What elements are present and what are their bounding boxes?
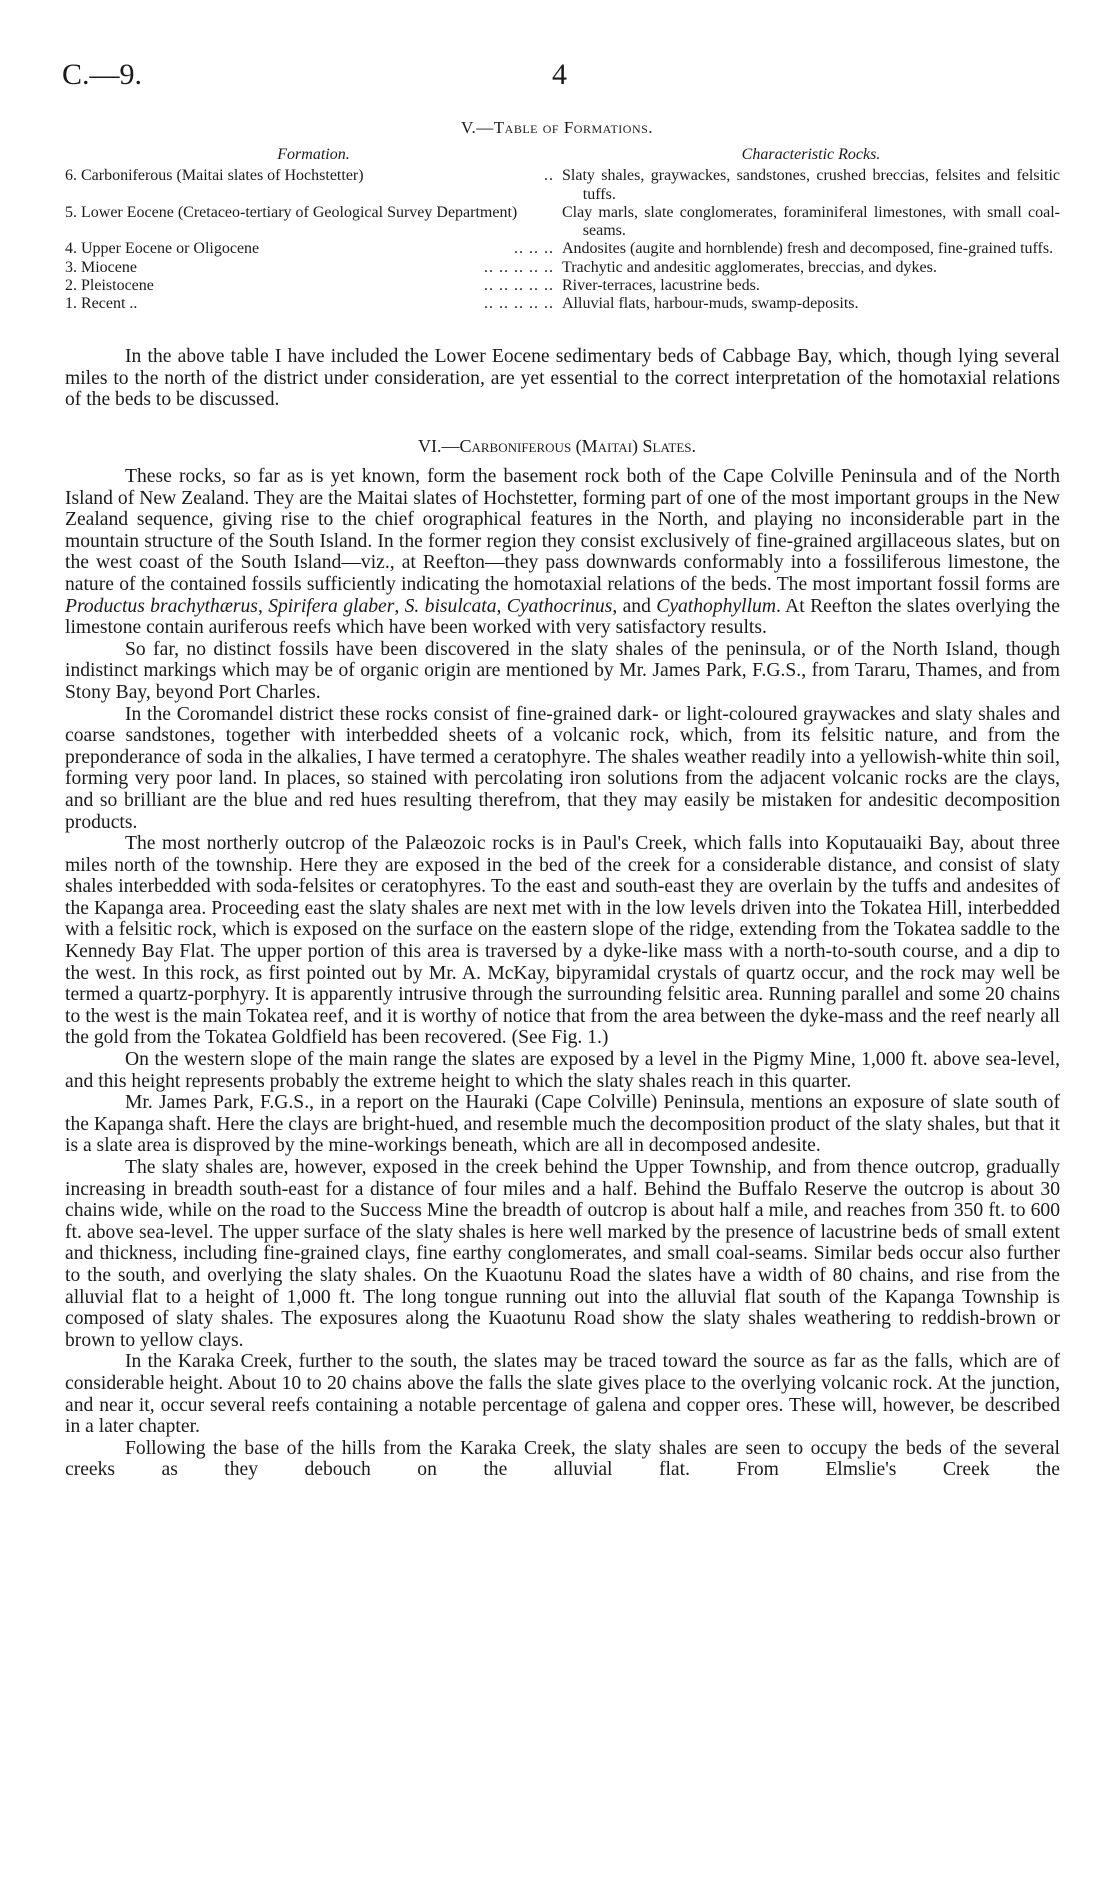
rocks-cell: Andosites (augite and hornblende) fresh and decomposed, fine-grained tuffs. <box>562 240 1054 258</box>
paragraph: Following the base of the hills from the Karaka Creek, the slaty shales are seen to occupy the beds of the several creeks as they debouch on the alluvial flat. From Elmslie's Creek the <box>65 1437 1060 1481</box>
species-name: S. bisulcata <box>404 595 497 617</box>
leader-dots: .. <box>544 167 554 185</box>
section-title <box>0 436 1114 457</box>
paragraph <box>65 466 1060 639</box>
text-run: , <box>257 595 269 617</box>
table-row <box>65 240 1060 258</box>
section-title-text: Carboniferous (Maitai) Slates. <box>459 436 697 456</box>
paragraph: The most northerly outcrop of the Palæozoic rocks is in Paul's Creek, which falls into Koputauaiki Bay, about three miles north of the township. Here they are exposed in the bed of the creek for a considerable distance, and consist of slaty shales interbedded with soda-felsites or ceratophyres. To the east and south-east they are overlain by the tuffs and andesites of the Kapanga area. Proceeding east the slaty shales are next met with in the low levels driven into the Tokatea Hill, interbedded with a felsitic rock, which is exposed on the surface on the eastern slope of the ridge, extending from the Tokatea saddle to the Kennedy Bay Flat. The upper portion of this area is traversed by a dyke-like mass with a north-to-south course, and a dip to the west. In this rock, as first pointed out by Mr. A. McKay, bipyramidal crystals of quartz occur, and the rock may well be termed a quartz-porphyry. It is apparently intrusive through the surrounding felsitic area. Running parallel and some 20 chains to the west is the main Tokatea reef, and it is worthy of notice that from the area between the dyke-mass and the reef nearly all the gold from the Tokatea Goldfield has been recovered. (See Fig. 1.) <box>65 833 1060 1049</box>
report-code: C.—9. <box>62 58 143 91</box>
leader-dots: .. .. .. .. .. <box>484 277 554 295</box>
paragraph: Mr. James Park, F.G.S., in a report on the Hauraki (Cape Colville) Peninsula, mentions an exposure of slate south of the Kapanga shaft. Here the clays are bright-hued, and resemble much the decomposition product of the slaty shales, but that it is a slate area is disproved by the mine-workings beneath, which are all in decomposed andesite. <box>65 1092 1060 1157</box>
species-name: Spirifera glaber <box>268 595 395 617</box>
text-run: , and <box>612 595 657 617</box>
rocks-cell: River-terraces, lacustrine beds. <box>562 277 760 295</box>
table-title-text: Table of Formations. <box>493 118 654 137</box>
species-name: Cyathocrinus <box>506 595 613 617</box>
table-title <box>0 118 1114 138</box>
leader-dots: .. .. .. .. .. <box>484 258 554 276</box>
formation-cell: 1. Recent .. <box>65 295 138 313</box>
species-name: Productus brachythærus <box>65 595 258 617</box>
formations-table <box>65 146 1060 314</box>
table-row <box>65 295 1060 313</box>
rocks-cell: Trachytic and andesitic agglomerates, breccias, and dykes. <box>562 258 937 276</box>
table-row <box>65 277 1060 295</box>
formation-cell: 4. Upper Eocene or Oligocene <box>65 240 260 258</box>
species-name: Cyathophyllum <box>656 595 776 617</box>
page-number: 4 <box>552 58 567 91</box>
rocks-cell: Alluvial flats, harbour-muds, swamp-deposits. <box>562 295 859 313</box>
formation-cell: 5. Lower Eocene (Cretaceo-tertiary of Geological Survey Department) <box>65 203 518 221</box>
rocks-cell: Clay marls, slate conglomerates, foraminiferal limestones, with small coal-seams. <box>562 203 1060 240</box>
leader-dots <box>517 204 562 241</box>
section-number: VI.— <box>417 436 460 456</box>
leader-dots: .. .. .. <box>514 240 554 258</box>
table-row <box>65 167 1060 204</box>
rocks-cell: Slaty shales, graywackes, sandstones, crushed breccias, felsites and felsitic tuffs. <box>562 167 1060 203</box>
paragraph: In the Karaka Creek, further to the south, the slates may be traced toward the source as far as the falls, which are of considerable height. About 10 to 20 chains above the falls the slate gives place to the overlying volcanic rock. At the junction, and near it, occur several reefs containing a notable percentage of galena and copper ores. These will, however, be described in a later chapter. <box>65 1351 1060 1438</box>
intro-section <box>65 346 1060 411</box>
intro-paragraph: In the above table I have included the Lower Eocene sedimentary beds of Cabbage Bay, which, though lying several miles to the north of the district under consideration, are yet essential to the correct interpretation of the homotaxial relations of the beds to be discussed. <box>65 346 1060 411</box>
table-row <box>65 259 1060 277</box>
formation-cell: 2. Pleistocene <box>65 277 154 295</box>
table-title-number: V.— <box>460 118 494 137</box>
paragraph: In the Coromandel district these rocks consist of fine-grained dark- or light-coloured graywackes and slaty shales and coarse sandstones, together with interbedded sheets of a volcanic rock, which, from its felsitic nature, and from the preponderance of soda in the alkalies, I have termed a ceratophyre. The shales weather readily into a yellowish-white thin soil, forming very poor land. In places, so stained with percolating iron solutions from the adjacent volcanic rocks are the clays, and so brilliant are the blue and red hues resulting therefrom, that they may easily be mistaken for andesitic decomposition products. <box>65 703 1060 833</box>
table-header <box>65 146 1060 164</box>
paragraph: So far, no distinct fossils have been discovered in the slaty shales of the peninsula, or of the North Island, though indistinct markings which may be of organic origin are mentioned by Mr. James Park, F.G.S., from Tararu, Thames, and from Stony Bay, beyond Port Charles. <box>65 638 1060 703</box>
leader-dots: .. .. .. .. .. <box>484 295 554 313</box>
formation-cell: 6. Carboniferous (Maitai slates of Hochstetter) <box>65 167 364 185</box>
text-run: , <box>394 595 405 617</box>
section-body <box>65 466 1060 1481</box>
column-header-rocks: Characteristic Rocks. <box>741 146 881 163</box>
table-row <box>65 204 1060 241</box>
text-run: , <box>496 595 507 617</box>
column-header-formation: Formation. <box>277 146 350 163</box>
text-run: These rocks, so far as is yet known, form the basement rock both of the Cape Colville Peninsula and of the North Island of New Zealand. They are the Maitai slates of Hochstetter, forming part of one of the most important groups in the New Zealand sequence, giving rise to the chief orographical features in the North, and playing no inconsiderable part in the mountain structure of the South Island. In the former region they consist exclusively of fine-grained argillaceous slates, but on the west coast of the South Island—viz., at Reefton—they pass downwards conformably into a fossiliferous limestone, the nature of the contained fossils sufficiently indicating the homotaxial relations of the beds. The most important fossil forms are <box>65 466 1060 595</box>
paragraph: On the western slope of the main range the slates are exposed by a level in the Pigmy Mine, 1,000 ft. above sea-level, and this height represents probably the extreme height to which the slaty shales reach in this quarter. <box>65 1049 1060 1092</box>
formation-cell: 3. Miocene <box>65 258 137 276</box>
paragraph: The slaty shales are, however, exposed in the creek behind the Upper Township, and from thence outcrop, gradually increasing in breadth south-east for a distance of four miles and a half. Behind the Buffalo Reserve the outcrop is about 30 chains wide, while on the road to the Success Mine the breadth of outcrop is about half a mile, and reaches from 350 ft. to 600 ft. above sea-level. The upper surface of the slaty shales is here well marked by the presence of lacustrine beds of small extent and thickness, including fine-grained clays, fine earthy conglomerates, and small coal-seams. Similar beds occur also further to the south, and overlying the slaty shales. On the Kuaotunu Road the slates have a width of 80 chains, and rise from the alluvial flat to a height of 1,000 ft. The long tongue running out into the alluvial flat south of the Kapanga Township is composed of slaty shales. The exposures along the Kuaotunu Road show the slaty shales weathering to reddish-brown or brown to yellow clays. <box>65 1157 1060 1351</box>
text-run: . At Reefton the slates overlying the limestone contain auriferous reefs which have been worked with very satisfactory results. <box>65 595 1061 639</box>
